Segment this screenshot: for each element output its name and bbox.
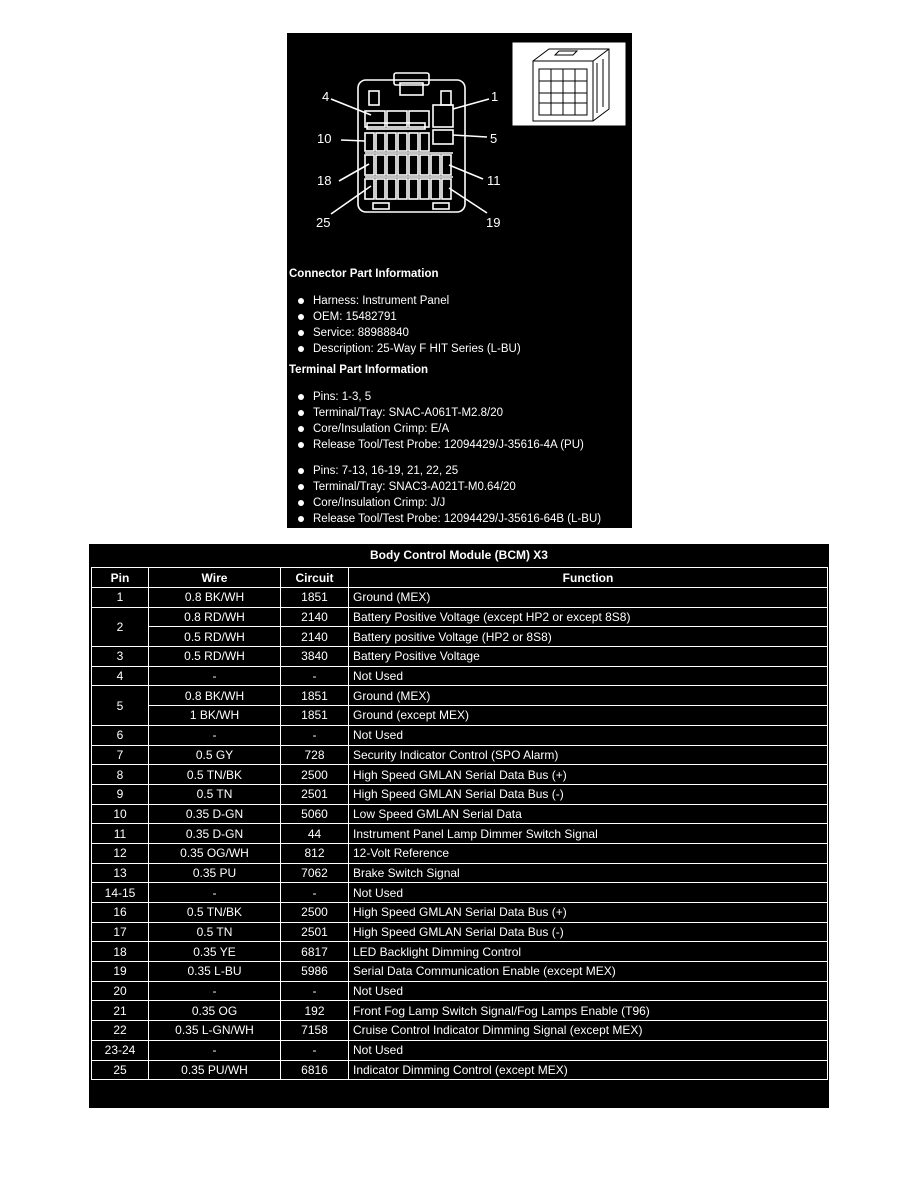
table-row (92, 804, 828, 824)
list-item: Pins: 1-3, 5 (287, 389, 630, 405)
function-cell: Battery Positive Voltage (except HP2 or except 8S8) (349, 607, 828, 627)
pin-callout-25: 25 (316, 215, 331, 230)
function-cell: 12-Volt Reference (349, 843, 828, 863)
wire-cell: - (149, 725, 281, 745)
wire-cell: 0.35 D-GN (149, 804, 281, 824)
circuit-cell: - (281, 883, 349, 903)
circuit-cell: 1851 (281, 706, 349, 726)
table-header-row (92, 568, 828, 588)
bullet-icon (298, 442, 304, 448)
pin-cell: 23-24 (92, 1040, 149, 1060)
table-row (92, 588, 828, 608)
table-row (92, 1021, 828, 1041)
bullet-icon (298, 484, 304, 490)
pin-callout-19: 19 (486, 215, 501, 230)
function-cell: High Speed GMLAN Serial Data Bus (+) (349, 765, 828, 785)
circuit-cell: - (281, 725, 349, 745)
table-row (92, 725, 828, 745)
pin-callout-10: 10 (317, 131, 332, 146)
bullet-icon (298, 426, 304, 432)
pin-cell: 9 (92, 784, 149, 804)
terminal-group-2-list (287, 463, 630, 527)
header-wire: Wire (149, 568, 281, 588)
function-cell: High Speed GMLAN Serial Data Bus (-) (349, 922, 828, 942)
function-cell: Ground (MEX) (349, 686, 828, 706)
table-row (92, 784, 828, 804)
wire-cell: 0.5 TN (149, 922, 281, 942)
bullet-icon (298, 394, 304, 400)
function-cell: Indicator Dimming Control (except MEX) (349, 1060, 828, 1080)
circuit-cell: 2501 (281, 922, 349, 942)
connector-diagram-panel (287, 33, 632, 528)
table-row (92, 1001, 828, 1021)
circuit-cell: 3840 (281, 647, 349, 667)
pin-cell: 2 (92, 607, 149, 646)
function-cell: High Speed GMLAN Serial Data Bus (+) (349, 903, 828, 923)
circuit-cell: - (281, 1040, 349, 1060)
wire-cell: 0.5 TN/BK (149, 903, 281, 923)
pin-cell: 7 (92, 745, 149, 765)
wire-cell: 0.5 RD/WH (149, 627, 281, 647)
pin-cell: 12 (92, 843, 149, 863)
list-item: Service: 88988840 (287, 325, 630, 341)
table-row (92, 1060, 828, 1080)
circuit-cell: 728 (281, 745, 349, 765)
circuit-cell: 7158 (281, 1021, 349, 1041)
function-cell: Not Used (349, 666, 828, 686)
wire-cell: - (149, 666, 281, 686)
pin-cell: 20 (92, 981, 149, 1001)
bullet-icon (298, 346, 304, 352)
pin-callout-1: 1 (491, 89, 499, 104)
circuit-cell: 2140 (281, 627, 349, 647)
pin-cell: 16 (92, 903, 149, 923)
wire-cell: 0.8 RD/WH (149, 607, 281, 627)
table-title: Body Control Module (BCM) X3 (370, 548, 548, 562)
wire-cell: 1 BK/WH (149, 706, 281, 726)
pin-cell: 4 (92, 666, 149, 686)
table-row (92, 843, 828, 863)
header-pin: Pin (92, 568, 149, 588)
wire-cell: 0.35 L-BU (149, 962, 281, 982)
wire-cell: 0.5 TN/BK (149, 765, 281, 785)
function-cell: Not Used (349, 883, 828, 903)
table-row (92, 981, 828, 1001)
bullet-icon (298, 314, 304, 320)
circuit-cell: - (281, 666, 349, 686)
function-cell: Instrument Panel Lamp Dimmer Switch Signal (349, 824, 828, 844)
circuit-cell: 192 (281, 1001, 349, 1021)
table-row (92, 666, 828, 686)
circuit-cell: 6817 (281, 942, 349, 962)
wire-cell: 0.5 TN (149, 784, 281, 804)
pin-cell: 6 (92, 725, 149, 745)
bullet-icon (298, 330, 304, 336)
table-row (92, 1040, 828, 1060)
pin-callout-5: 5 (490, 131, 498, 146)
function-cell: High Speed GMLAN Serial Data Bus (-) (349, 784, 828, 804)
bullet-icon (298, 410, 304, 416)
list-item: Description: 25-Way F HIT Series (L-BU) (287, 341, 630, 357)
pin-cell: 14-15 (92, 883, 149, 903)
circuit-cell: 6816 (281, 1060, 349, 1080)
wire-cell: 0.35 PU/WH (149, 1060, 281, 1080)
circuit-cell: 2140 (281, 607, 349, 627)
pin-cell: 5 (92, 686, 149, 725)
table-row (92, 863, 828, 883)
wire-cell: 0.35 D-GN (149, 824, 281, 844)
bullet-icon (298, 298, 304, 304)
circuit-cell: 812 (281, 843, 349, 863)
table-row (92, 903, 828, 923)
wire-cell: - (149, 1040, 281, 1060)
pin-cell: 11 (92, 824, 149, 844)
list-item: Terminal/Tray: SNAC3-A021T-M0.64/20 (287, 479, 630, 495)
circuit-cell: 2501 (281, 784, 349, 804)
list-item: Release Tool/Test Probe: 12094429/J-35616-4A (PU) (287, 437, 630, 453)
table-row (92, 647, 828, 667)
pin-cell: 17 (92, 922, 149, 942)
wire-cell: 0.35 OG/WH (149, 843, 281, 863)
table-row (92, 706, 828, 726)
table-body (92, 588, 828, 1080)
pin-cell: 22 (92, 1021, 149, 1041)
pin-cell: 10 (92, 804, 149, 824)
bullet-icon (298, 468, 304, 474)
table-row (92, 765, 828, 785)
circuit-cell: 1851 (281, 588, 349, 608)
wire-cell: 0.5 RD/WH (149, 647, 281, 667)
pin-cell: 25 (92, 1060, 149, 1080)
table-row (92, 922, 828, 942)
circuit-cell: 5986 (281, 962, 349, 982)
function-cell: Cruise Control Indicator Dimming Signal (except MEX) (349, 1021, 828, 1041)
circuit-cell: 5060 (281, 804, 349, 824)
wire-cell: 0.35 YE (149, 942, 281, 962)
table-row (92, 962, 828, 982)
wire-cell: 0.35 PU (149, 863, 281, 883)
bcm-pinout-table (91, 567, 828, 1080)
circuit-cell: 44 (281, 824, 349, 844)
list-item: Pins: 7-13, 16-19, 21, 22, 25 (287, 463, 630, 479)
function-cell: Not Used (349, 981, 828, 1001)
circuit-cell: 2500 (281, 765, 349, 785)
circuit-cell: 2500 (281, 903, 349, 923)
circuit-cell: - (281, 981, 349, 1001)
pin-callout-11: 11 (487, 173, 501, 188)
list-item: Terminal/Tray: SNAC-A061T-M2.8/20 (287, 405, 630, 421)
pin-callout-4: 4 (322, 89, 330, 104)
circuit-cell: 1851 (281, 686, 349, 706)
pin-cell: 19 (92, 962, 149, 982)
function-cell: Low Speed GMLAN Serial Data (349, 804, 828, 824)
pin-cell: 8 (92, 765, 149, 785)
table-row (92, 686, 828, 706)
pin-cell: 3 (92, 647, 149, 667)
function-cell: Not Used (349, 1040, 828, 1060)
pin-callout-18: 18 (317, 173, 332, 188)
terminal-group-1-list (287, 389, 630, 453)
table-row (92, 942, 828, 962)
wire-cell: 0.5 GY (149, 745, 281, 765)
table-row (92, 745, 828, 765)
wire-cell: 0.35 OG (149, 1001, 281, 1021)
table-row (92, 883, 828, 903)
list-item: Release Tool/Test Probe: 12094429/J-35616-64B (L-BU) (287, 511, 630, 527)
connector-part-list (287, 293, 630, 357)
function-cell: Battery Positive Voltage (349, 647, 828, 667)
list-item: Core/Insulation Crimp: J/J (287, 495, 630, 511)
pin-cell: 13 (92, 863, 149, 883)
pin-cell: 1 (92, 588, 149, 608)
terminal-part-heading: Terminal Part Information (289, 364, 429, 376)
function-cell: Ground (MEX) (349, 588, 828, 608)
header-circuit: Circuit (281, 568, 349, 588)
list-item: Harness: Instrument Panel (287, 293, 630, 309)
header-function: Function (349, 568, 828, 588)
function-cell: LED Backlight Dimming Control (349, 942, 828, 962)
list-item: OEM: 15482791 (287, 309, 630, 325)
function-cell: Not Used (349, 725, 828, 745)
function-cell: Front Fog Lamp Switch Signal/Fog Lamps Enable (T96) (349, 1001, 828, 1021)
pin-cell: 18 (92, 942, 149, 962)
table-row (92, 824, 828, 844)
function-cell: Brake Switch Signal (349, 863, 828, 883)
function-cell: Ground (except MEX) (349, 706, 828, 726)
wire-cell: - (149, 883, 281, 903)
function-cell: Security Indicator Control (SPO Alarm) (349, 745, 828, 765)
function-cell: Battery positive Voltage (HP2 or 8S8) (349, 627, 828, 647)
table-row (92, 607, 828, 627)
table-row (92, 627, 828, 647)
bcm-pinout-table-panel (89, 544, 829, 1108)
pin-cell: 21 (92, 1001, 149, 1021)
list-item: Core/Insulation Crimp: E/A (287, 421, 630, 437)
connector-face-diagram (287, 33, 632, 263)
wire-cell: 0.8 BK/WH (149, 686, 281, 706)
wire-cell: - (149, 981, 281, 1001)
bullet-icon (298, 500, 304, 506)
circuit-cell: 7062 (281, 863, 349, 883)
wire-cell: 0.8 BK/WH (149, 588, 281, 608)
function-cell: Serial Data Communication Enable (except MEX) (349, 962, 828, 982)
bullet-icon (298, 516, 304, 522)
connector-part-heading: Connector Part Information (289, 268, 439, 280)
wire-cell: 0.35 L-GN/WH (149, 1021, 281, 1041)
